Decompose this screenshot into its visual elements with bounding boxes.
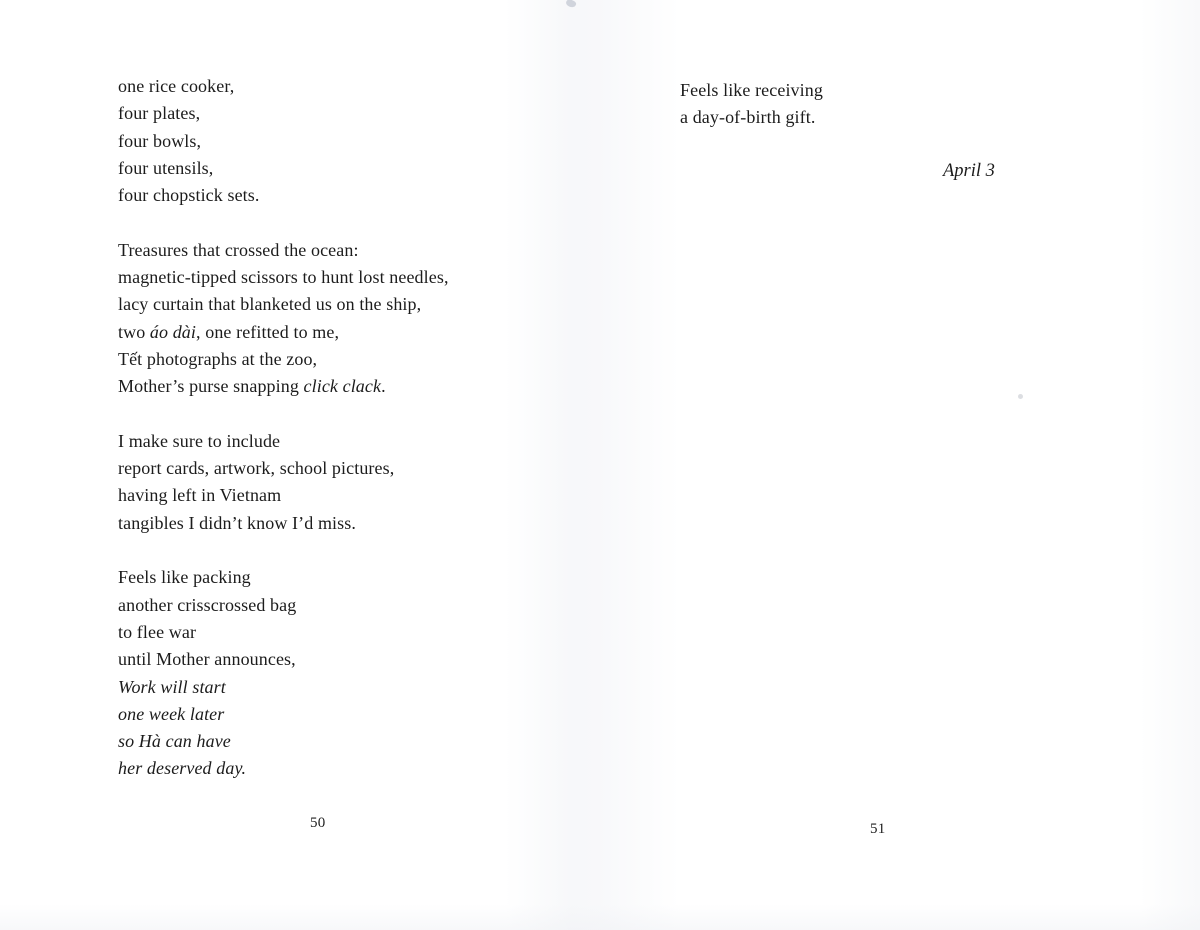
- poem-line: [118, 755, 538, 782]
- page-right: [600, 0, 1200, 930]
- poem-segment: having left in Vietnam: [118, 485, 282, 506]
- page-number-right: 51: [870, 821, 886, 837]
- poem-segment: report cards, artwork, school pictures,: [118, 458, 395, 479]
- poem-segment: Feels like packing: [118, 567, 251, 588]
- poem-line: [118, 674, 538, 701]
- poem-line: [118, 264, 538, 291]
- poem-segment: four plates,: [118, 103, 201, 124]
- poem-segment-italic: áo dài: [149, 321, 197, 342]
- poem-segment: four utensils,: [118, 157, 214, 178]
- poem-segment: another crisscrossed bag: [118, 594, 297, 615]
- poem-segment-italic: click clack: [303, 376, 382, 397]
- poem-segment: , one refitted to me,: [196, 321, 340, 342]
- poem-segment: four chopstick sets.: [118, 185, 260, 206]
- poem-segment: lacy curtain that blanketed us on the ship,: [118, 294, 422, 315]
- poem-segment: I make sure to include: [118, 430, 281, 451]
- stanza: [118, 73, 538, 209]
- poem-segment-italic: Work will start: [118, 676, 226, 697]
- poem-segment-italic: her deserved day.: [118, 758, 247, 779]
- poem-segment: magnetic-tipped scissors to hunt lost needles,: [118, 267, 449, 288]
- poem-line: [118, 155, 538, 182]
- poem-segment: Feels like receiving: [680, 80, 823, 100]
- poem-segment-italic: one week later: [118, 703, 225, 724]
- poem-segment: four bowls,: [118, 130, 202, 151]
- poem-segment: Treasures that crossed the ocean:: [118, 239, 359, 260]
- poem-line: [118, 592, 538, 619]
- poem-line: [118, 291, 538, 318]
- poem-line: [118, 182, 538, 209]
- poem-line: [118, 237, 538, 264]
- poem-line: [118, 482, 538, 509]
- poem-line: [118, 646, 538, 673]
- poem-line: [118, 619, 538, 646]
- poem-segment: a day-of-birth gift.: [680, 107, 816, 128]
- poem-segment: .: [381, 376, 386, 397]
- poem-segment: tangibles I didn’t know I’d miss.: [118, 512, 356, 533]
- poem-line: [118, 428, 538, 455]
- stanza: [118, 564, 538, 782]
- poem-segment: to flee war: [118, 621, 197, 642]
- stanza: [118, 237, 538, 401]
- poem-segment: two: [118, 321, 150, 342]
- poem-segment: Mother’s purse snapping: [118, 376, 304, 397]
- poem-line: [118, 100, 538, 127]
- stanza: [118, 428, 538, 537]
- poem-body-right: [680, 77, 1100, 132]
- poem-line: [118, 510, 538, 537]
- poem-line: [118, 319, 538, 346]
- poem-line: [680, 77, 1100, 104]
- poem-line: [680, 104, 1100, 131]
- poem-line: [118, 564, 538, 591]
- poem-line: [118, 346, 538, 373]
- poem-line: [118, 373, 538, 400]
- poem-line: [118, 701, 538, 728]
- poem-segment-italic: so Hà can have: [118, 731, 231, 752]
- poem-dateline: April 3: [943, 161, 995, 181]
- stanza: [680, 77, 1100, 132]
- poem-line: [118, 728, 538, 755]
- poem-body-left: [118, 73, 538, 783]
- poem-segment: Tết photographs at the zoo,: [118, 348, 318, 369]
- poem-segment: until Mother announces,: [118, 649, 296, 670]
- poem-segment: one rice cooker,: [118, 76, 235, 96]
- poem-line: [118, 455, 538, 482]
- poem-line: [118, 73, 538, 100]
- poem-line: [118, 128, 538, 155]
- page-number-left: 50: [310, 815, 326, 831]
